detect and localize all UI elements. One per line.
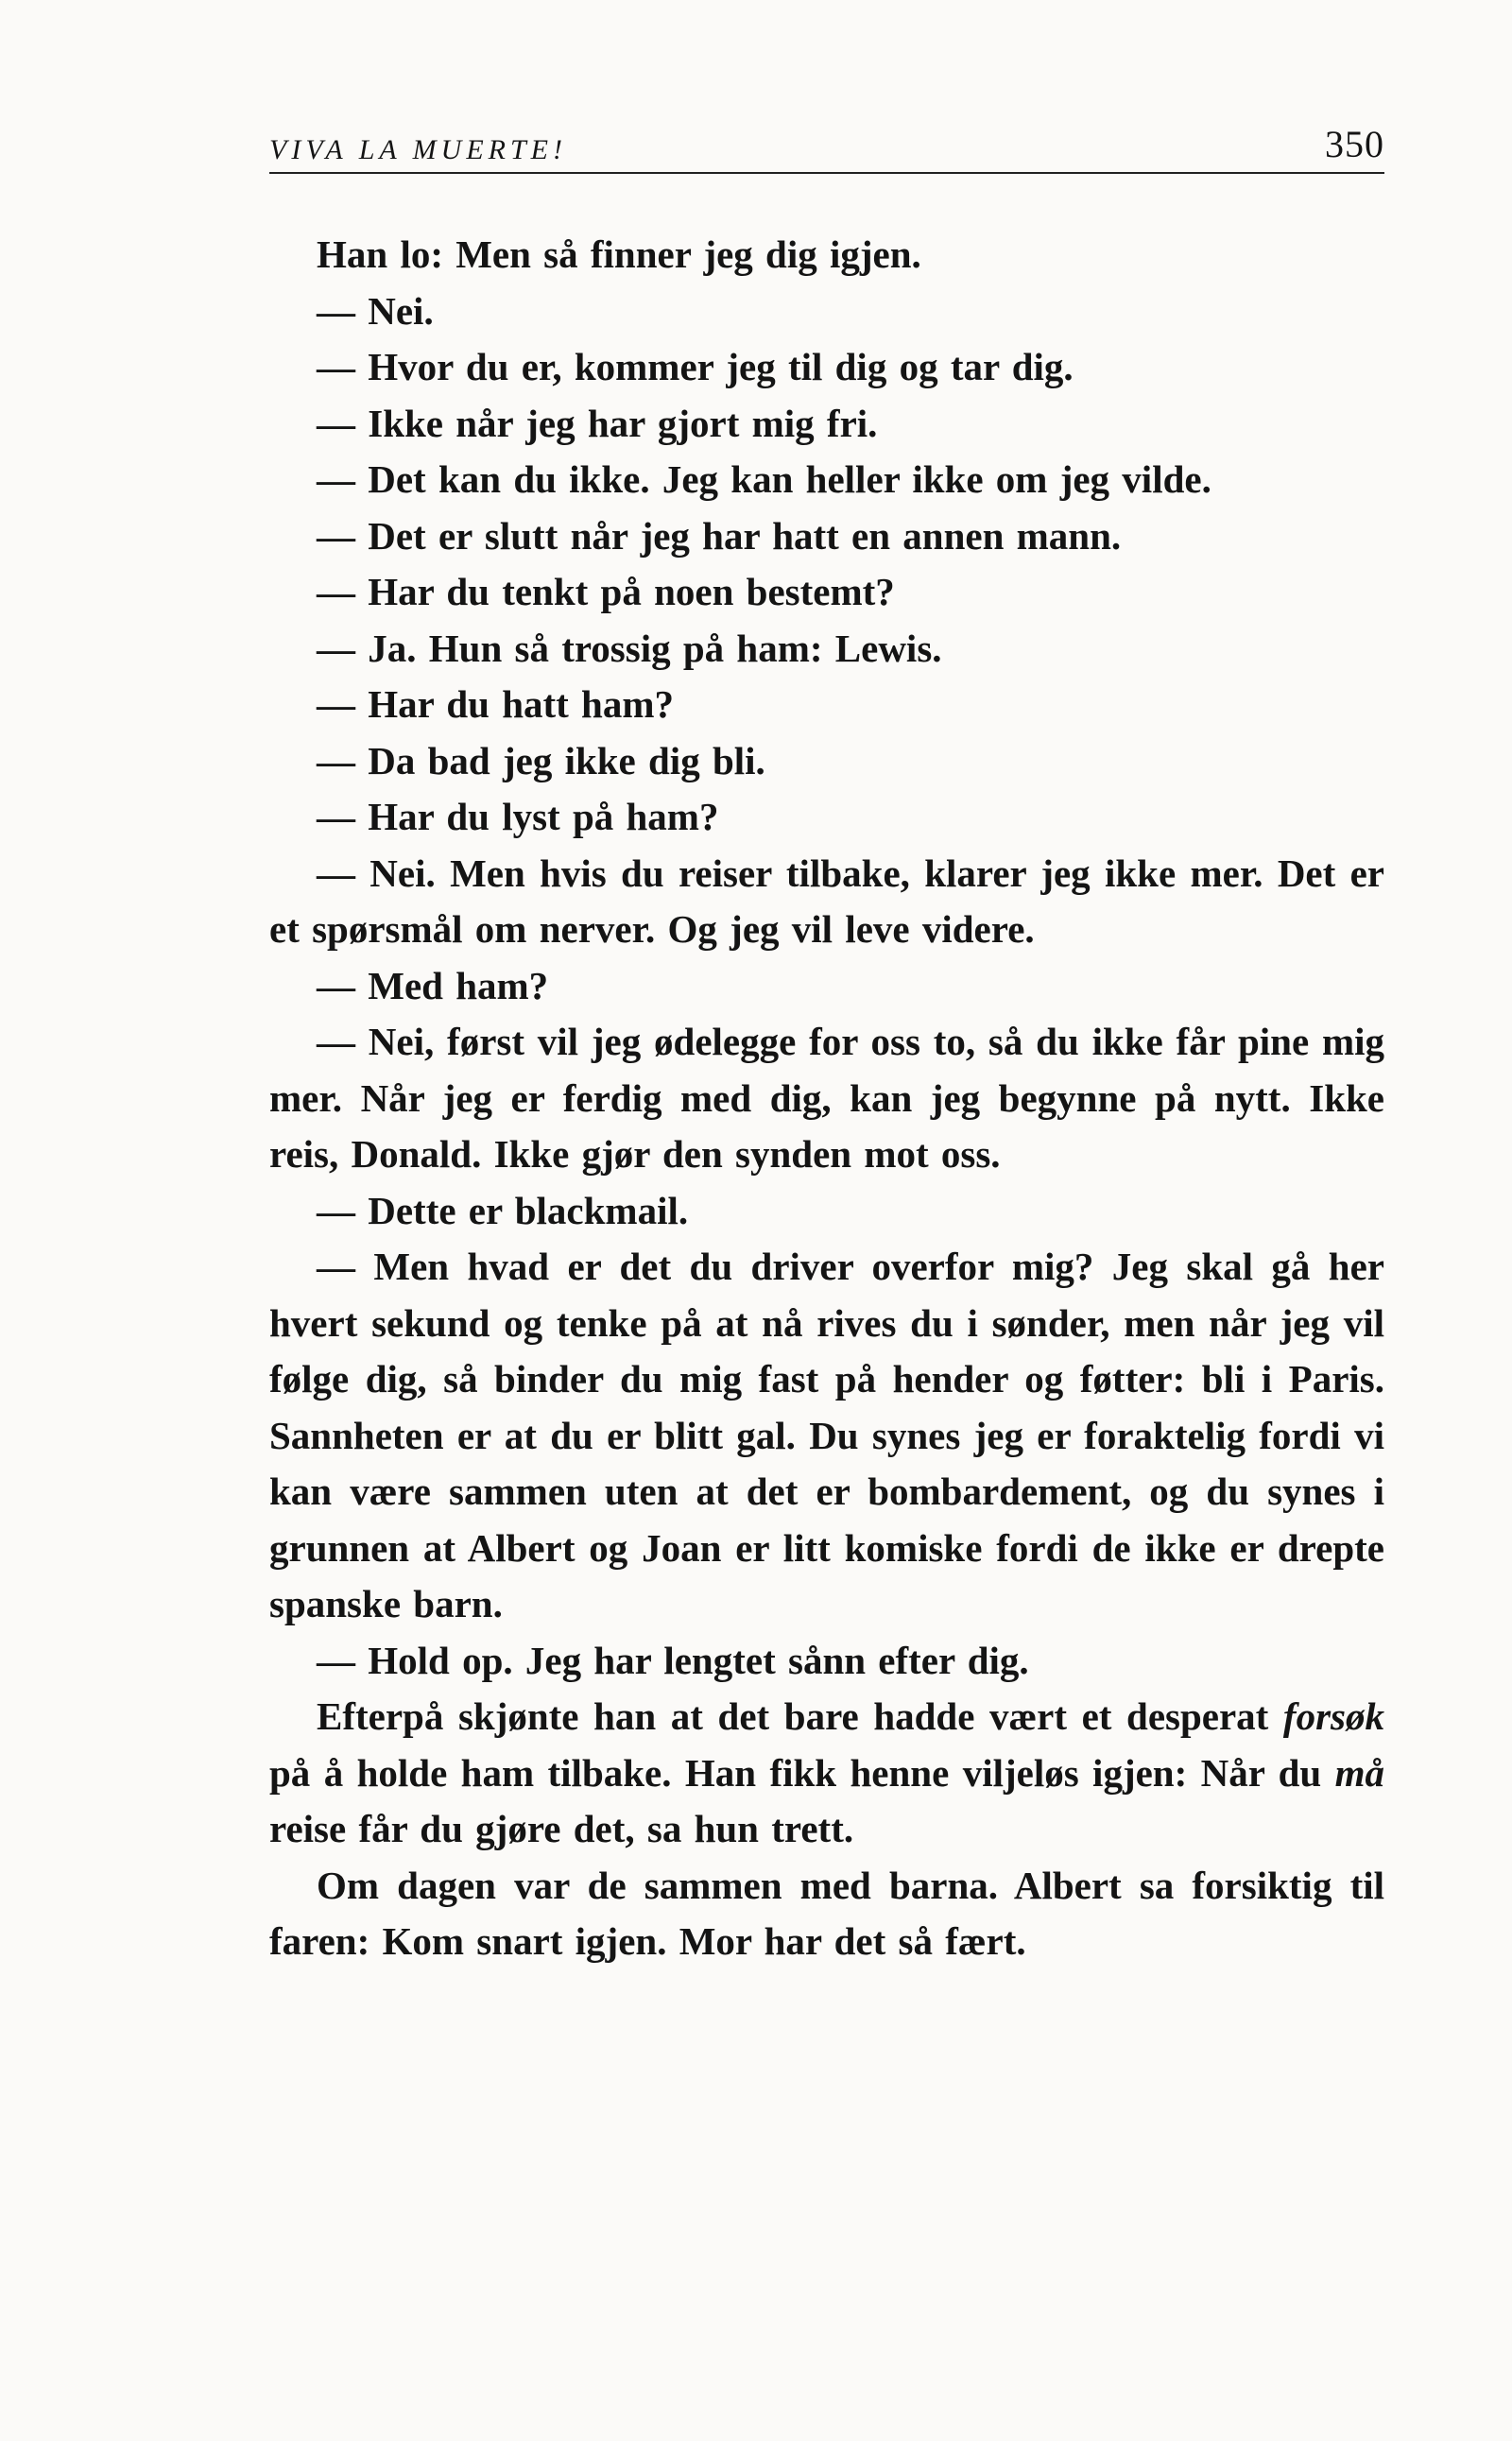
dialogue-line: — Har du hatt ham? [317, 682, 675, 726]
body-text [269, 227, 1384, 1970]
dialogue-line: — Det kan du ikke. Jeg kan heller ikke om jeg vilde. [317, 457, 1211, 501]
dialogue-line: — Dette er blackmail. [317, 1188, 689, 1232]
dialogue-line: — Med ham? [317, 963, 549, 1007]
dialogue-line: — Da bad jeg ikke dig bli. [317, 738, 765, 782]
emphasis: må [1334, 1750, 1384, 1795]
running-title: VIVA LA MUERTE! [269, 134, 567, 165]
paragraph: Han lo: Men så finner jeg dig igjen. [317, 232, 921, 276]
dialogue-line: — Nei. Men hvis du reiser tilbake, klarer jeg ikke mer. Det er et spørsmål om nerver. Og jeg vil leve videre. [269, 851, 1384, 951]
dialogue-line: — Det er slutt når jeg har hatt en annen mann. [317, 513, 1122, 558]
dialogue-line: — Hvor du er, kommer jeg til dig og tar dig. [317, 345, 1074, 388]
dialogue-line: — Har du lyst på ham? [317, 795, 719, 838]
dialogue-line: — Ja. Hun så trossig på ham: Lewis. [317, 626, 942, 670]
book-page [269, 113, 1384, 1970]
page-number: 350 [1325, 123, 1384, 165]
dialogue-line: — Har du tenkt på noen bestemt? [317, 570, 895, 613]
dialogue-line: — Hold op. Jeg har lengtet sånn efter dig. [317, 1638, 1029, 1682]
emphasis: forsøk [1282, 1694, 1384, 1738]
dialogue-line: — Men hvad er det du driver overfor mig? Jeg skal gå her hvert sekund og tenke på at nå rives du i sønder, men når jeg vil følge dig, så binder du mig fast på hender og føtter: bli i Paris. Sannheten er at du er blitt gal. Du synes jeg er foraktelig fordi vi kan være sammen uten at det er bombardement, og du synes i grunnen at Albert og Joan er litt komiske fordi de ikke er drepte spanske barn. [269, 1245, 1384, 1625]
dialogue-line: — Nei. [317, 288, 434, 333]
dialogue-line: — Nei, først vil jeg ødelegge for oss to, så du ikke får pine mig mer. Når jeg er ferdig med dig, kan jeg begynne på nytt. Ikke reis, Donald. Ikke gjør den synden mot oss. [269, 1020, 1384, 1176]
dialogue-line: — Ikke når jeg har gjort mig fri. [317, 401, 878, 445]
paragraph: Om dagen var de sammen med barna. Albert sa forsiktig til faren: Kom snart igjen. Mor har det så fært. [269, 1863, 1384, 1963]
running-head [269, 113, 1384, 174]
paragraph: Efterpå skjønte han at det bare hadde vært et desperat forsøk på å holde ham tilbake. Han fikk henne viljeløs igjen: Når du må reise får du gjøre det, sa hun trett. [269, 1694, 1384, 1850]
